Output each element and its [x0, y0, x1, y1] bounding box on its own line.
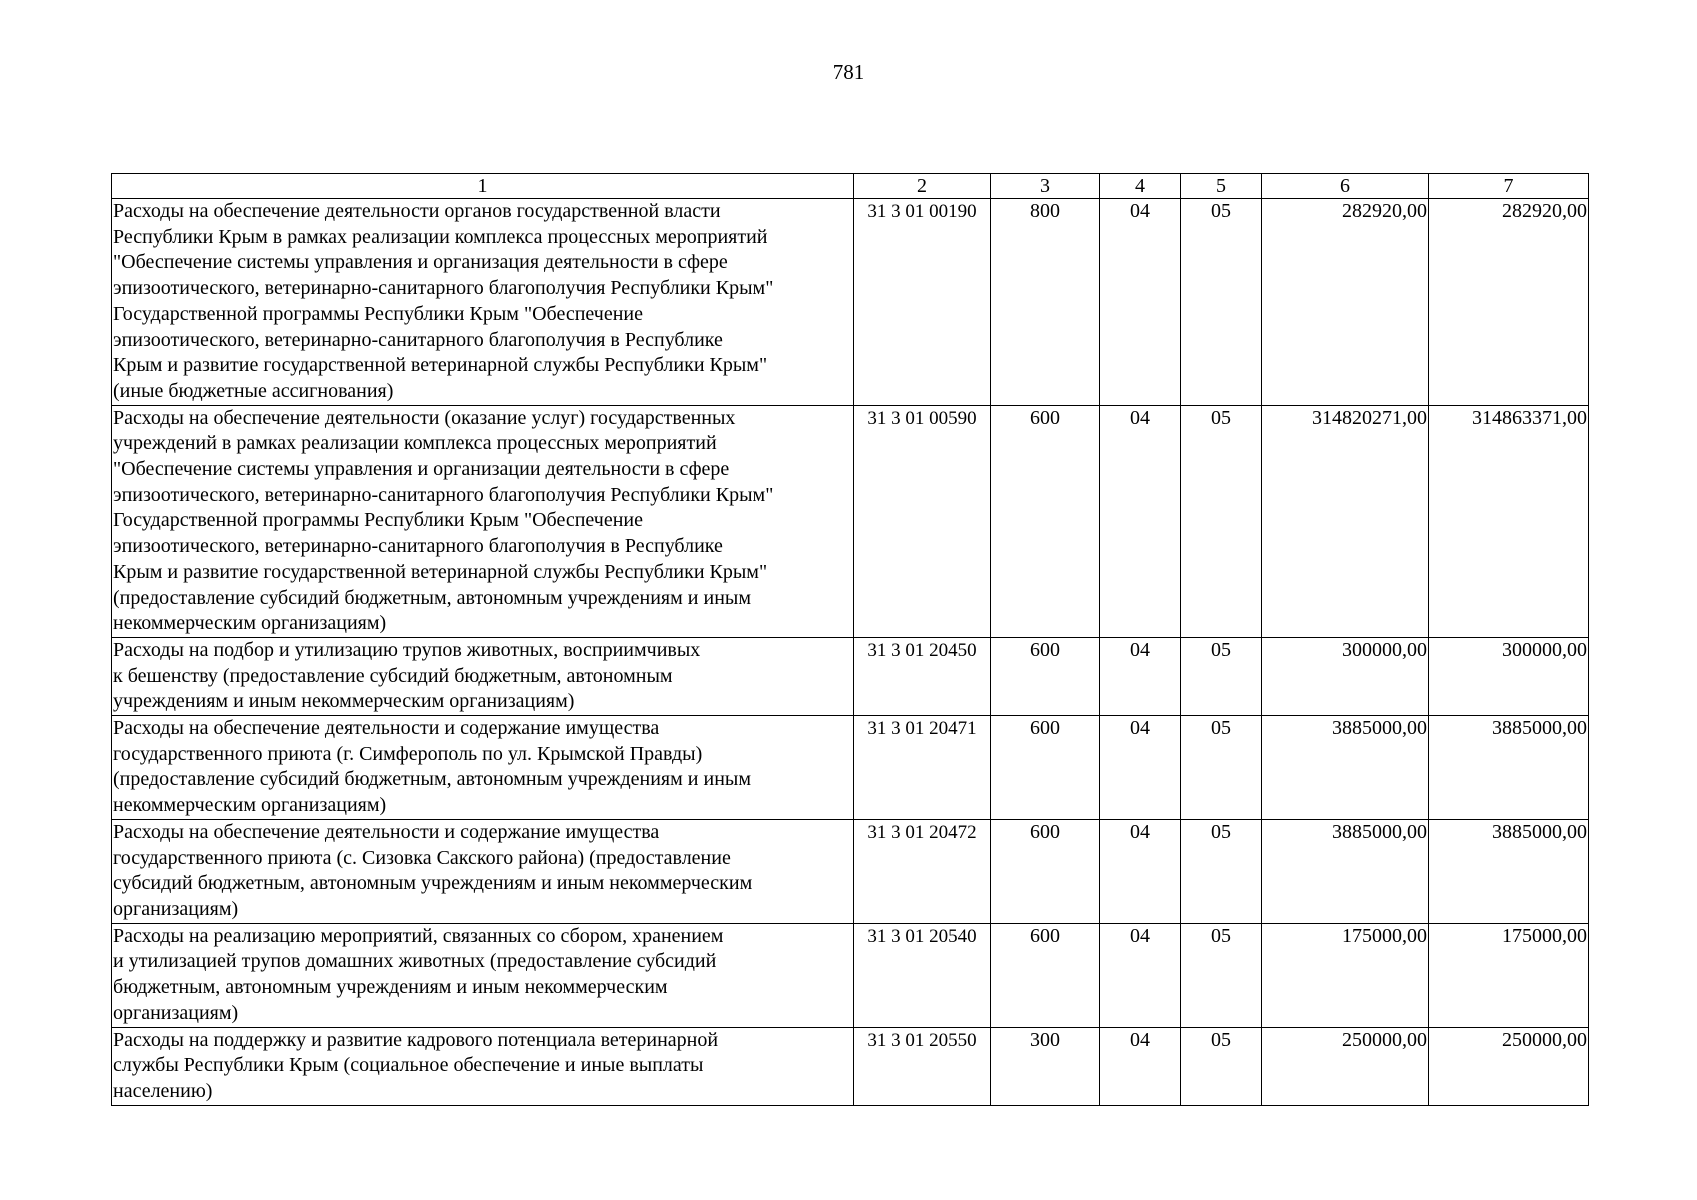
- row-amount-col7: 282920,00: [1429, 199, 1589, 406]
- row-subsection: 05: [1181, 405, 1262, 637]
- row-description: Расходы на поддержку и развитие кадрового потенциала ветеринарной службы Республики Крым (социальное обеспечение и иные выплаты населению): [112, 1027, 854, 1105]
- row-expense-type: 300: [991, 1027, 1100, 1105]
- column-header-6: 6: [1262, 174, 1429, 199]
- table-row: [112, 923, 1589, 1027]
- row-amount-col6: 3885000,00: [1262, 819, 1429, 923]
- row-section: 04: [1100, 819, 1181, 923]
- row-amount-col6: 250000,00: [1262, 1027, 1429, 1105]
- row-target-code: 31 3 01 20471: [854, 716, 991, 820]
- column-header-3: 3: [991, 174, 1100, 199]
- row-amount-col7: 300000,00: [1429, 637, 1589, 715]
- page-number: 781: [832, 60, 865, 84]
- row-amount-col7: 250000,00: [1429, 1027, 1589, 1105]
- row-section: 04: [1100, 637, 1181, 715]
- row-target-code: 31 3 01 00190: [854, 199, 991, 406]
- row-expense-type: 800: [991, 199, 1100, 406]
- row-subsection: 05: [1181, 199, 1262, 406]
- row-description: Расходы на обеспечение деятельности и содержание имущества государственного приюта (с. Сизовка Сакского района) (предоставление субсидий бюджетным, автономным учреждениям и иным некоммерческим организациям): [112, 819, 854, 923]
- column-header-1: 1: [112, 174, 854, 199]
- table-row: [112, 199, 1589, 406]
- table-row: [112, 1027, 1589, 1105]
- column-header-2: 2: [854, 174, 991, 199]
- row-subsection: 05: [1181, 819, 1262, 923]
- row-section: 04: [1100, 1027, 1181, 1105]
- row-description: Расходы на обеспечение деятельности (оказание услуг) государственных учреждений в рамках реализации комплекса процессных мероприятий "Обеспечение системы управления и организации деятельности в сфере эпизоотического, ветеринарно-санитарного благополучия Республики Крым" Государственной программы Республики Крым "Обеспечение эпизоотического, ветеринарно-санитарного благополучия в Республике Крым и развитие государственной ветеринарной службы Республики Крым" (предоставление субсидий бюджетным, автономным учреждениям и иным некоммерческим организациям): [112, 405, 854, 637]
- table-row: [112, 637, 1589, 715]
- row-description: Расходы на реализацию мероприятий, связанных со сбором, хранением и утилизацией трупов домашних животных (предоставление субсидий бюджетным, автономным учреждениям и иным некоммерческим организациям): [112, 923, 854, 1027]
- row-amount-col6: 300000,00: [1262, 637, 1429, 715]
- row-amount-col6: 3885000,00: [1262, 716, 1429, 820]
- row-target-code: 31 3 01 20540: [854, 923, 991, 1027]
- table-row: [112, 716, 1589, 820]
- row-description: Расходы на обеспечение деятельности органов государственной власти Республики Крым в рамках реализации комплекса процессных мероприятий "Обеспечение системы управления и организация деятельности в сфере эпизоотического, ветеринарно-санитарного благополучия Республики Крым" Государственной программы Республики Крым "Обеспечение эпизоотического, ветеринарно-санитарного благополучия в Республике Крым и развитие государственной ветеринарной службы Республики Крым" (иные бюджетные ассигнования): [112, 199, 854, 406]
- row-subsection: 05: [1181, 637, 1262, 715]
- row-expense-type: 600: [991, 716, 1100, 820]
- row-section: 04: [1100, 716, 1181, 820]
- row-amount-col6: 282920,00: [1262, 199, 1429, 406]
- row-description: Расходы на подбор и утилизацию трупов животных, восприимчивых к бешенству (предоставление субсидий бюджетным, автономным учреждениям и иным некоммерческим организациям): [112, 637, 854, 715]
- table-row: [112, 819, 1589, 923]
- table-row: [112, 405, 1589, 637]
- row-section: 04: [1100, 199, 1181, 406]
- column-header-5: 5: [1181, 174, 1262, 199]
- row-target-code: 31 3 01 20450: [854, 637, 991, 715]
- row-subsection: 05: [1181, 716, 1262, 820]
- row-description: Расходы на обеспечение деятельности и содержание имущества государственного приюта (г. Симферополь по ул. Крымской Правды) (предоставление субсидий бюджетным, автономным учреждениям и иным некоммерческим организациям): [112, 716, 854, 820]
- row-target-code: 31 3 01 20472: [854, 819, 991, 923]
- budget-table: [111, 173, 1589, 1106]
- row-amount-col7: 175000,00: [1429, 923, 1589, 1027]
- row-expense-type: 600: [991, 819, 1100, 923]
- row-amount-col6: 175000,00: [1262, 923, 1429, 1027]
- row-target-code: 31 3 01 20550: [854, 1027, 991, 1105]
- row-amount-col7: 3885000,00: [1429, 819, 1589, 923]
- row-amount-col7: 314863371,00: [1429, 405, 1589, 637]
- column-header-4: 4: [1100, 174, 1181, 199]
- column-header-7: 7: [1429, 174, 1589, 199]
- header-row: [112, 174, 1589, 199]
- row-expense-type: 600: [991, 637, 1100, 715]
- row-expense-type: 600: [991, 405, 1100, 637]
- row-section: 04: [1100, 923, 1181, 1027]
- row-expense-type: 600: [991, 923, 1100, 1027]
- row-amount-col6: 314820271,00: [1262, 405, 1429, 637]
- row-target-code: 31 3 01 00590: [854, 405, 991, 637]
- row-section: 04: [1100, 405, 1181, 637]
- row-amount-col7: 3885000,00: [1429, 716, 1589, 820]
- row-subsection: 05: [1181, 1027, 1262, 1105]
- row-subsection: 05: [1181, 923, 1262, 1027]
